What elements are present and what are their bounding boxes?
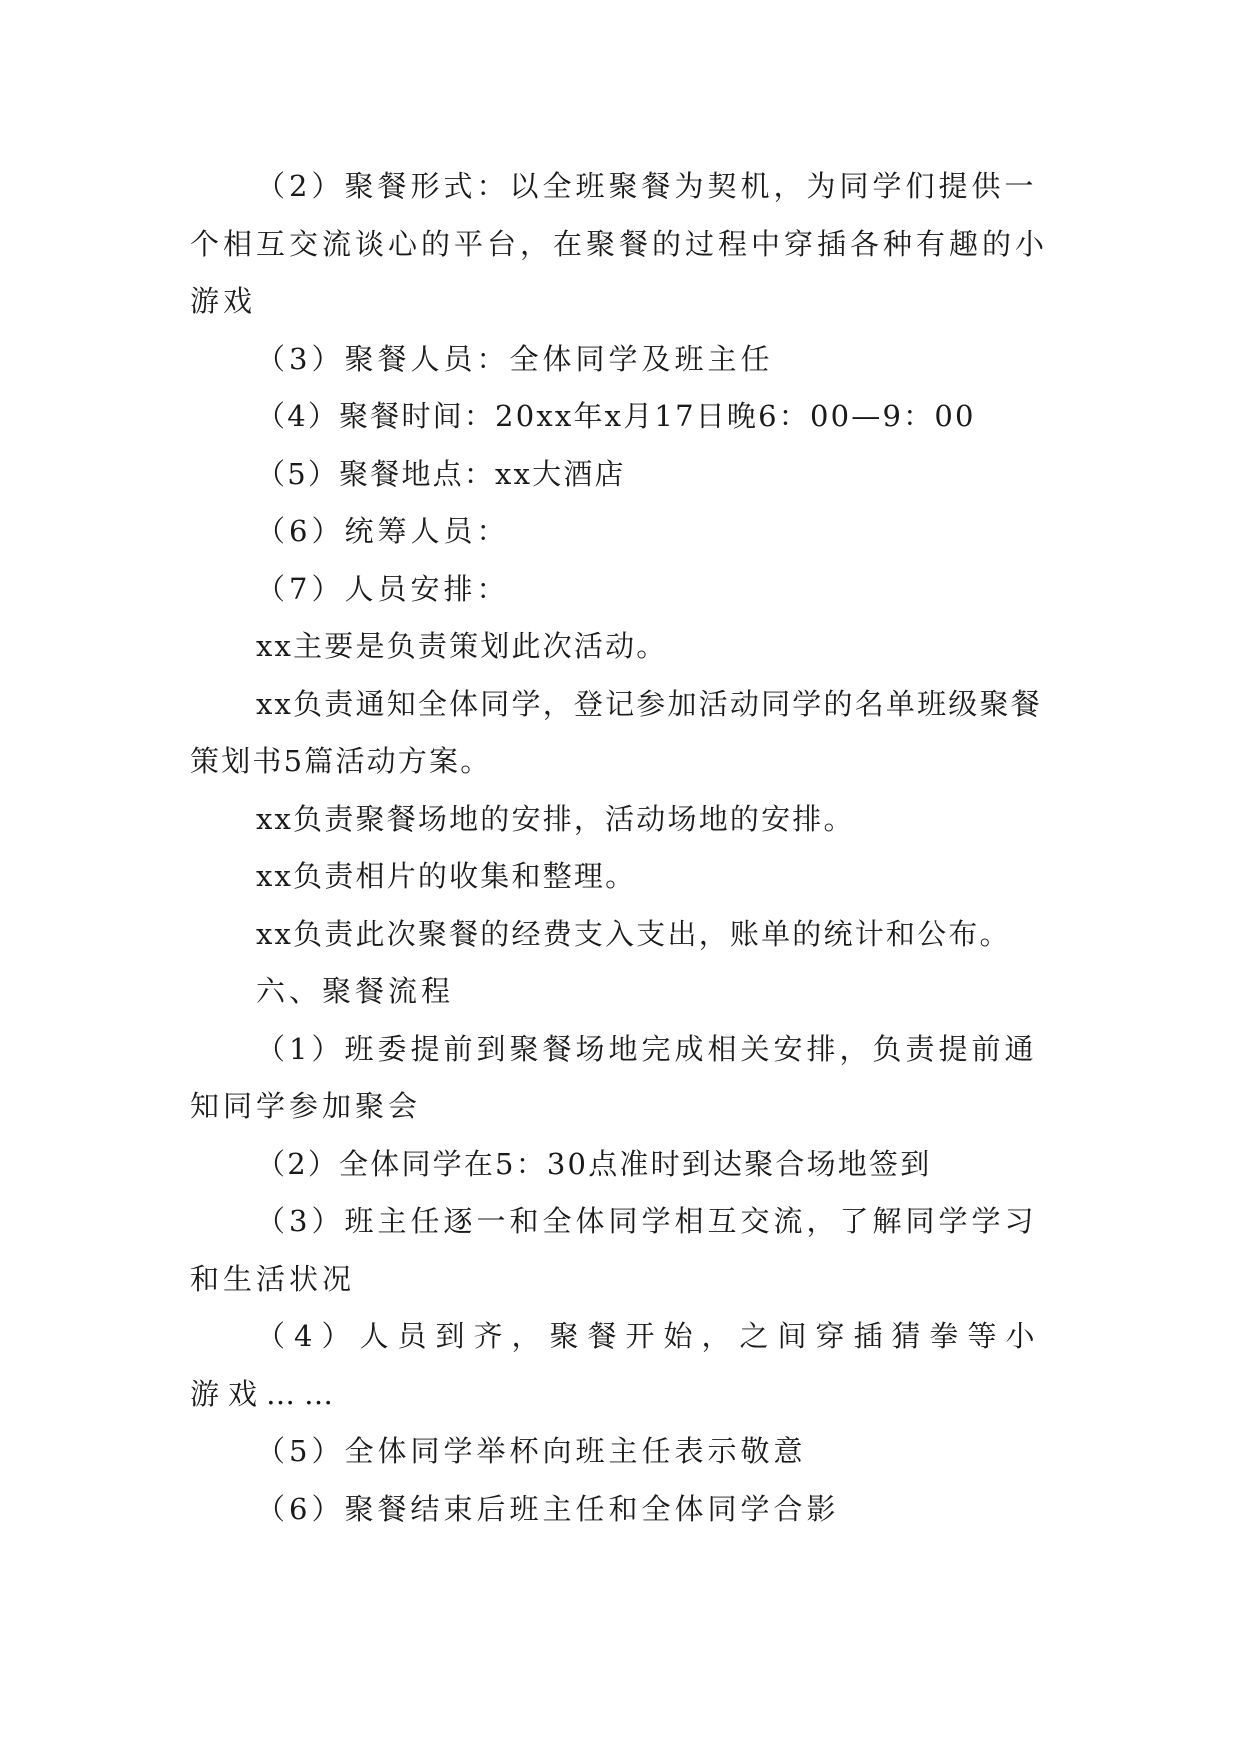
paragraph-duty-photos: xx负责相片的收集和整理。: [256, 859, 637, 893]
paragraph-step-3: （3）班主任逐一和全体同学相互交流，了解同学学习和生活状况: [190, 1204, 1038, 1296]
section-heading-process: 六、聚餐流程: [256, 974, 455, 1008]
paragraph-duty-venue: xx负责聚餐场地的安排，活动场地的安排。: [256, 801, 855, 836]
paragraph-step-2: （2）全体同学在5：30点准时到达聚合场地签到: [256, 1146, 932, 1181]
paragraph-staffing: （7）人员安排：: [256, 571, 510, 606]
paragraph-format: （2）聚餐形式：以全班聚餐为契机，为同学们提供一个相互交流谈心的平台，在聚餐的过程中穿插各种有趣的小游戏: [190, 169, 1049, 318]
paragraph-duty-planning: xx主要是负责策划此次活动。: [256, 629, 668, 663]
paragraph-step-4: （4）人员到齐，聚餐开始，之间穿插猜拳等小游戏……: [190, 1319, 1044, 1411]
paragraph-time: （4）聚餐时间：20xx年x月17日晚6：00—9：00: [256, 399, 976, 433]
paragraph-step-6: （6）聚餐结束后班主任和全体同学合影: [256, 1491, 840, 1526]
document-body: [190, 158, 1060, 1538]
paragraph-location: （5）聚餐地点：xx大酒店: [256, 456, 626, 491]
paragraph-duty-notice: xx负责通知全体同学，登记参加活动同学的名单班级聚餐策划书5篇活动方案。: [190, 686, 1042, 778]
paragraph-attendees: （3）聚餐人员：全体同学及班主任: [256, 341, 774, 376]
paragraph-coordinators: （6）统筹人员：: [256, 514, 510, 548]
paragraph-duty-budget: xx负责此次聚餐的经费支入支出，账单的统计和公布。: [256, 916, 1011, 951]
paragraph-step-1: （1）班委提前到聚餐场地完成相关安排，负责提前通知同学参加聚会: [190, 1031, 1038, 1123]
paragraph-step-5: （5）全体同学举杯向班主任表示敬意: [256, 1434, 807, 1468]
